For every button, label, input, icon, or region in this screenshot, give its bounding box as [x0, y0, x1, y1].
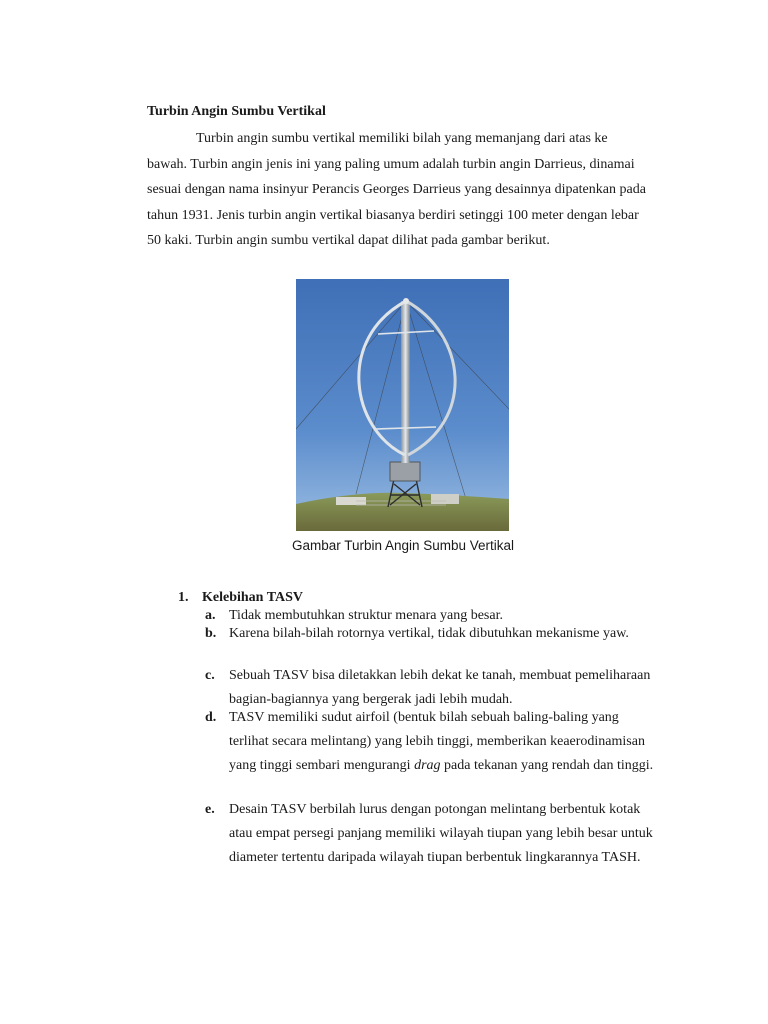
grass-ground: [296, 493, 509, 531]
figure-caption: Gambar Turbin Angin Sumbu Vertikal: [291, 538, 515, 553]
list-item-marker: c.: [205, 668, 215, 683]
list-item-text: [229, 706, 661, 778]
generator-housing: [390, 462, 420, 481]
section-number: 1.: [178, 590, 189, 605]
section-title: Kelebihan TASV: [202, 590, 304, 605]
list-item-text: Sebuah TASV bisa diletakkan lebih dekat ke tanah, membuat pemeliharaan bagian-bagiannya yang bergerak jadi lebih mudah.: [229, 668, 651, 707]
list-item-marker: a.: [205, 608, 216, 623]
list-item-text: Tidak membutuhkan struktur menara yang besar.: [229, 608, 503, 623]
list-item-marker: e.: [205, 802, 215, 817]
list-item-marker: d.: [205, 710, 217, 725]
intro-paragraph: Turbin angin sumbu vertikal memiliki bilah yang memanjang dari atas ke bawah. Turbin angin jenis ini yang paling umum adalah turbin angin Darrieus, dinamai sesuai dengan nama insinyur Perancis Georges Darrieus yang desainnya dipatenkan pada tahun 1931. Jenis turbin angin vertikal biasanya berdiri setinggi 100 meter dengan lebar 50 kaki. Turbin angin sumbu vertikal dapat dilihat pada gambar berikut.: [147, 131, 646, 248]
list-item-text: Karena bilah-bilah rotornya vertikal, tidak dibutuhkan mekanisme yaw.: [229, 626, 629, 641]
list-item-text-part: TASV memiliki sudut airfoil (bentuk bilah sebuah baling-baling yang terlihat secara melintang) yang lebih tinggi, memberikan keaerodinamisan yang tinggi sembari mengurangi: [229, 710, 645, 773]
italic-term: drag: [414, 758, 441, 773]
list-item-text: Desain TASV berbilah lurus dengan potongan melintang berbentuk kotak atau empat persegi panjang memiliki wilayah tiupan yang lebih besar untuk diameter tertentu daripada wilayah tiupan berbentuk lingkarannya TASH.: [229, 802, 653, 865]
list-item-text-part: pada tekanan yang rendah dan tinggi.: [440, 758, 654, 773]
building: [431, 494, 459, 504]
list-item-marker: b.: [205, 626, 217, 641]
turbine-mast: [401, 301, 410, 463]
darrieus-turbine-photo: [296, 279, 509, 531]
section-heading: Turbin Angin Sumbu Vertikal: [147, 104, 326, 119]
rotor-top-bearing: [403, 298, 409, 304]
